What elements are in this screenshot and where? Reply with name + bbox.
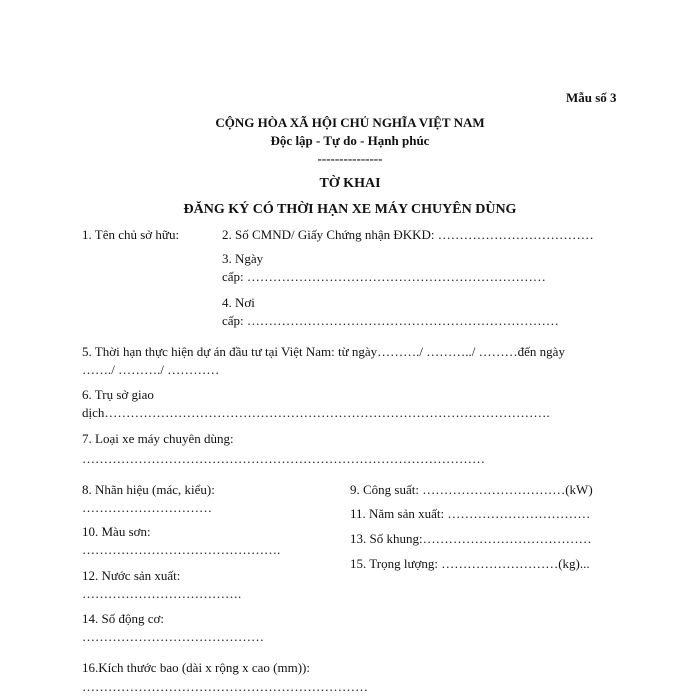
owner-name-field: 1. Tên chủ sở hữu:: [82, 227, 180, 242]
project-term-field: 5. Thời hạn thực hiện dự án đầu tư tại Việt Nam: từ ngày………./ ………../ ………đến ngày: [82, 344, 565, 359]
power-field: 9. Công suất: ……………………………(kW): [350, 482, 593, 497]
weight-field: 15. Trọng lượng: ………………………(kg)...: [350, 556, 590, 571]
form-subtitle: ĐĂNG KÝ CÓ THỜI HẠN XE MÁY CHUYÊN DÙNG: [183, 202, 517, 217]
paint-color-label: 10. Màu sơn:: [82, 524, 151, 539]
origin-country-label: 12. Nước sản xuất:: [82, 568, 181, 583]
motto: Độc lập - Tự do - Hạnh phúc: [270, 133, 430, 148]
issue-date-field: cấp: ……………………………………………………………: [222, 269, 546, 284]
frame-number-field: 13. Số khung:…………………………………: [350, 531, 592, 546]
origin-country-field: ……………………………….: [82, 586, 242, 601]
country-header: CỘNG HÒA XÃ HỘI CHỦ NGHĨA VIỆT NAM: [215, 115, 485, 130]
vehicle-type-label: 7. Loại xe máy chuyên dùng:: [82, 431, 234, 446]
vehicle-type-field: …………………………………………………………………………………: [82, 451, 485, 466]
brand-label: 8. Nhãn hiệu (mác, kiểu):: [82, 482, 215, 497]
engine-number-label: 14. Số động cơ:: [82, 611, 164, 626]
engine-number-field: ……………………………………: [82, 629, 264, 644]
id-number-field: 2. Số CMND/ Giấy Chứng nhận ĐKKD: ………………………………: [222, 227, 594, 242]
office-label: 6. Trụ sở giao: [82, 387, 154, 402]
issue-place-field: cấp: ………………………………………………………………: [222, 313, 559, 328]
brand-field: …………………………: [82, 500, 212, 515]
manufacture-year-field: 11. Năm sản xuất: ……………………………: [350, 506, 591, 521]
form-number: Mẫu số 3: [566, 90, 617, 105]
issue-date-label: 3. Ngày: [222, 251, 264, 266]
dimensions-field: …………………………………………………………: [82, 679, 368, 694]
header-divider: ---------------: [317, 151, 383, 166]
issue-place-label: 4. Nơi: [222, 295, 255, 310]
form-title: TỜ KHAI: [319, 176, 381, 191]
paint-color-field: ……………………………………….: [82, 542, 281, 557]
project-term-field-cont: ……./ ………./ …………: [82, 362, 220, 377]
dimensions-label: 16.Kích thước bao (dài x rộng x cao (mm)):: [82, 660, 310, 675]
office-field: dịch………………………………………………………………………………………….: [82, 405, 550, 420]
